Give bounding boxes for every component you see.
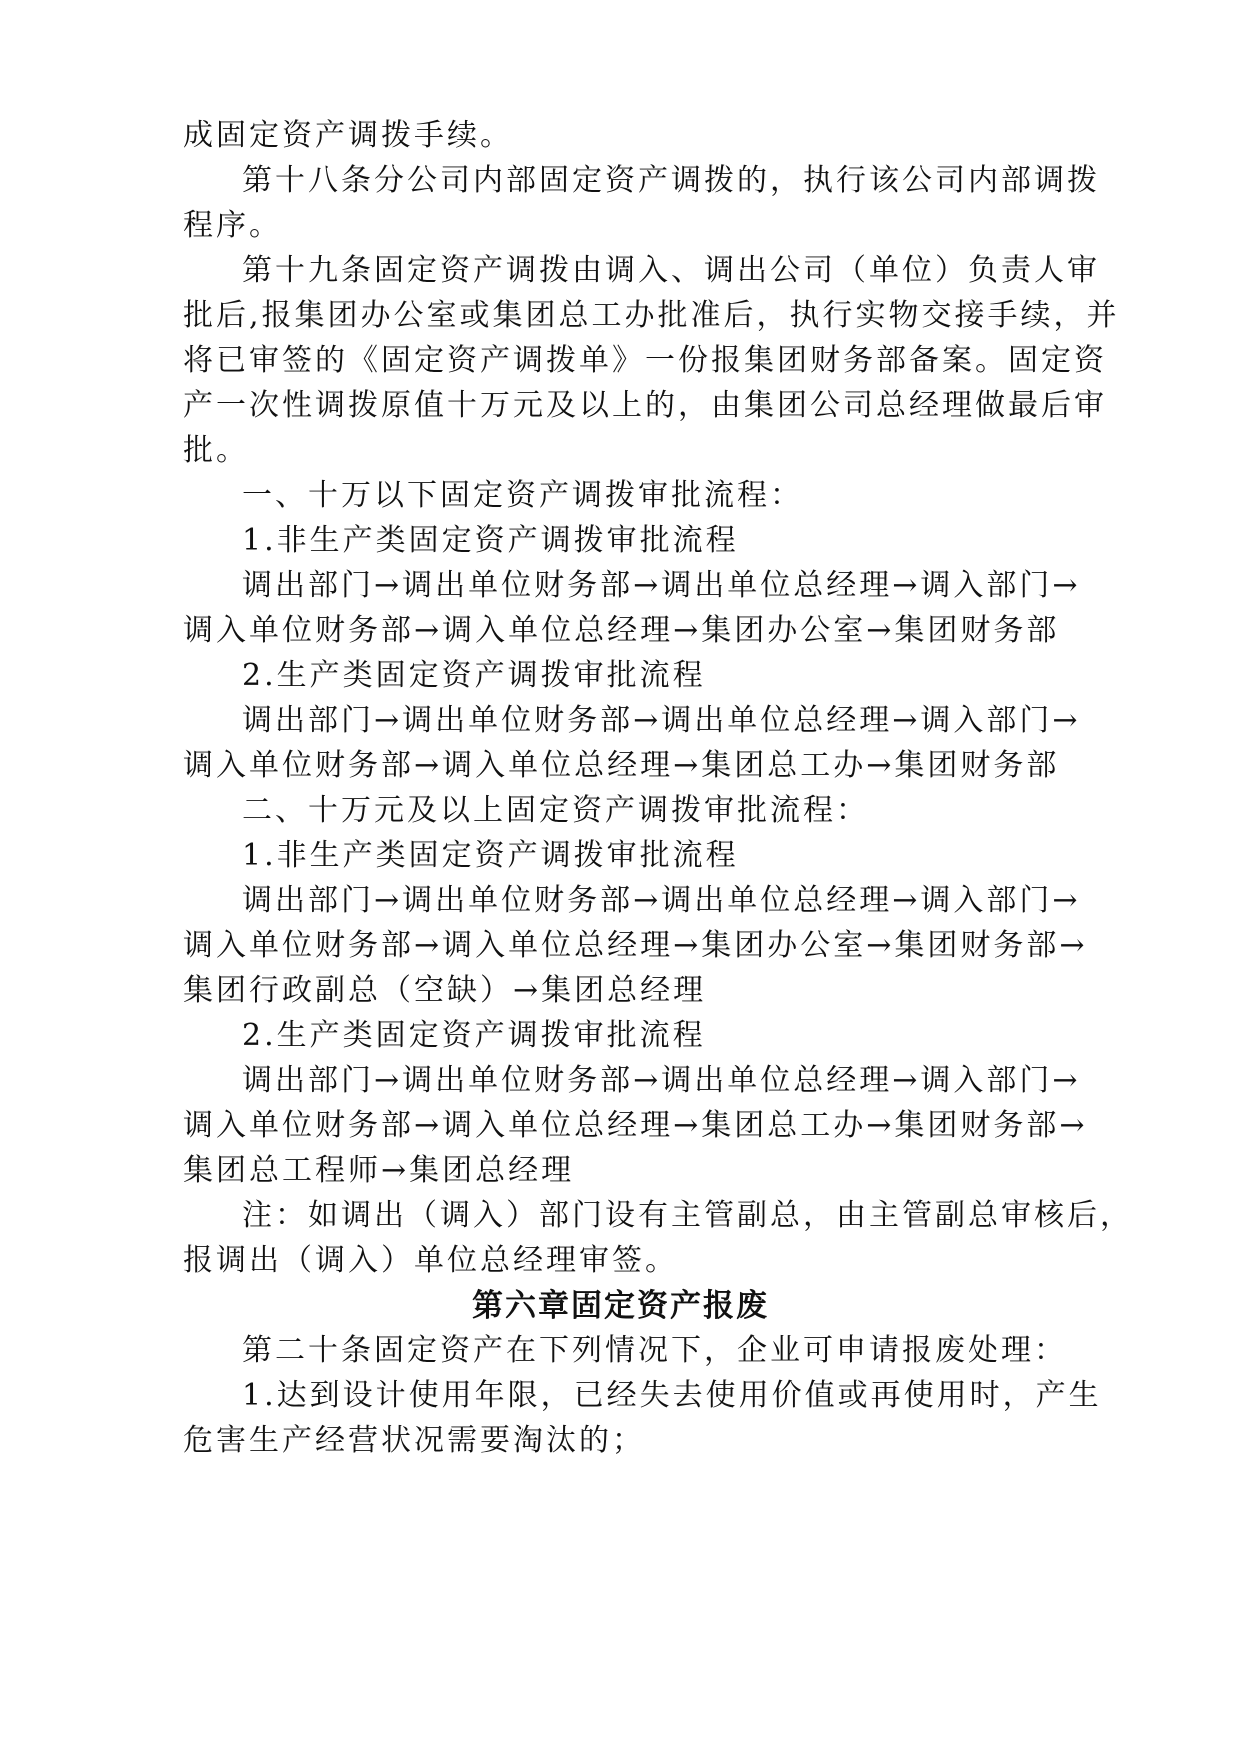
- chapter-title: 第六章固定资产报废: [472, 1288, 769, 1324]
- text-line: 集团总工程师→集团总经理: [183, 1153, 575, 1188]
- text-line: 产一次性调拨原值十万元及以上的，由集团公司总经理做最后审: [183, 388, 1107, 423]
- text-line: 1.非生产类固定资产调拨审批流程: [242, 523, 739, 558]
- text-line: 调入单位财务部→调入单位总经理→集团办公室→集团财务部: [183, 613, 1060, 648]
- text-line: 调入单位财务部→调入单位总经理→集团总工办→集团财务部→: [183, 1108, 1088, 1143]
- text-line: 第十九条固定资产调拨由调入、调出公司（单位）负责人审: [242, 253, 1100, 288]
- text-line: 批。: [183, 433, 249, 468]
- text-line: 2.生产类固定资产调拨审批流程: [242, 658, 706, 693]
- text-line: 1.非生产类固定资产调拨审批流程: [242, 838, 739, 873]
- text-line: 批后,报集团办公室或集团总工办批准后，执行实物交接手续，并: [183, 298, 1120, 333]
- text-line: 2.生产类固定资产调拨审批流程: [242, 1018, 706, 1053]
- text-line: 调出部门→调出单位财务部→调出单位总经理→调入部门→: [242, 703, 1081, 738]
- text-line: 危害生产经营状况需要淘汰的；: [183, 1423, 645, 1458]
- text-line: 一、十万以下固定资产调拨审批流程：: [242, 478, 803, 513]
- text-line: 集团行政副总（空缺）→集团总经理: [183, 973, 707, 1008]
- text-line: 将已审签的《固定资产调拨单》一份报集团财务部备案。固定资: [183, 343, 1107, 378]
- text-line: 调入单位财务部→调入单位总经理→集团总工办→集团财务部: [183, 748, 1060, 783]
- text-line: 二、十万元及以上固定资产调拨审批流程：: [242, 793, 869, 828]
- text-line: 第二十条固定资产在下列情况下，企业可申请报废处理：: [242, 1333, 1067, 1368]
- text-line: 程序。: [183, 208, 282, 243]
- text-line: 报调出（调入）单位总经理审签。: [183, 1243, 678, 1278]
- text-line: 调出部门→调出单位财务部→调出单位总经理→调入部门→: [242, 883, 1081, 918]
- text-line: 成固定资产调拨手续。: [183, 118, 513, 153]
- text-line: 调出部门→调出单位财务部→调出单位总经理→调入部门→: [242, 1063, 1081, 1098]
- text-line: 第十八条分公司内部固定资产调拨的，执行该公司内部调拨: [242, 163, 1100, 198]
- text-line: 注：如调出（调入）部门设有主管副总，由主管副总审核后，: [242, 1198, 1133, 1233]
- text-line: 调出部门→调出单位财务部→调出单位总经理→调入部门→: [242, 568, 1081, 603]
- text-line: 1.达到设计使用年限，已经失去使用价值或再使用时，产生: [242, 1378, 1102, 1413]
- text-line: 调入单位财务部→调入单位总经理→集团办公室→集团财务部→: [183, 928, 1088, 963]
